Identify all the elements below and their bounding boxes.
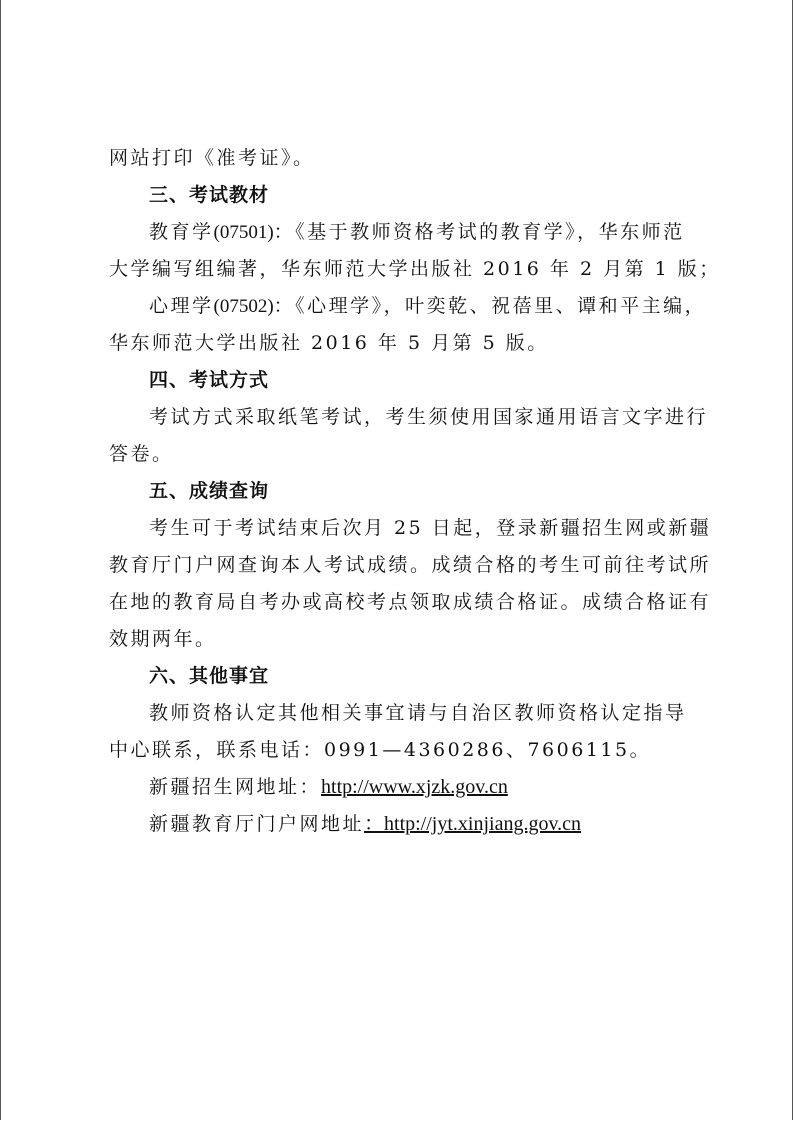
score-query-line4: 效期两年。 <box>109 628 217 650</box>
section-heading-textbooks: 三、考试教材 <box>149 184 270 206</box>
intro-line: 网站打印《准考证》。 <box>109 147 315 169</box>
jyt-address-label: 新疆教育厅门户网地址 <box>149 813 365 835</box>
textbook-psychology-line2: 华东师范大学出版社 2016 年 5 月第 5 版。 <box>109 332 549 354</box>
section-heading-exam-method: 四、考试方式 <box>149 369 270 391</box>
textbook-psychology-code: (07502) <box>213 296 274 317</box>
xjzk-url-link[interactable]: http://www.xjzk.gov.cn <box>321 776 508 798</box>
textbook-education-code: (07501) <box>213 222 274 243</box>
section-heading-score-query: 五、成绩查询 <box>149 480 270 502</box>
jyt-url-link[interactable]: ：http://jyt.xinjiang.gov.cn <box>364 813 582 835</box>
xjzk-address-label: 新疆招生网地址： <box>149 776 322 798</box>
xjzk-address-line <box>109 769 694 806</box>
other-matters-line1: 教师资格认定其他相关事宜请与自治区教师资格认定指导 <box>149 702 687 724</box>
exam-method-line2: 答卷。 <box>109 443 174 465</box>
textbook-education-prefix: 教育学 <box>149 221 214 243</box>
textbook-education-line2: 大学编写组编著，华东师范大学出版社 2016 年 2 月第 1 版； <box>109 258 721 280</box>
document-body <box>109 140 721 843</box>
textbook-psychology-rest: ：《心理学》，叶奕乾、祝蓓里、谭和平主编， <box>273 295 707 317</box>
textbook-item-education <box>109 214 694 251</box>
score-query-line2: 教育厅门户网查询本人考试成绩。成绩合格的考生可前往考试所 <box>109 554 712 576</box>
section-heading-other-matters: 六、其他事宜 <box>149 665 270 687</box>
textbook-psychology-prefix: 心理学 <box>149 295 214 317</box>
other-matters-line2: 中心联系，联系电话：0991—4360286、7606115。 <box>109 739 652 761</box>
exam-method-line1: 考试方式采取纸笔考试，考生须使用国家通用语言文字进行 <box>149 406 709 428</box>
jyt-address-line <box>109 806 694 843</box>
score-query-line1: 考生可于考试结束后次月 25 日起，登录新疆招生网或新疆 <box>149 517 712 539</box>
textbook-education-rest: ：《基于教师资格考试的教育学》，华东师范 <box>273 221 685 243</box>
textbook-item-psychology <box>109 288 707 325</box>
score-query-line3: 在地的教育局自考办或高校考点领取成绩合格证。成绩合格证有 <box>109 591 712 613</box>
